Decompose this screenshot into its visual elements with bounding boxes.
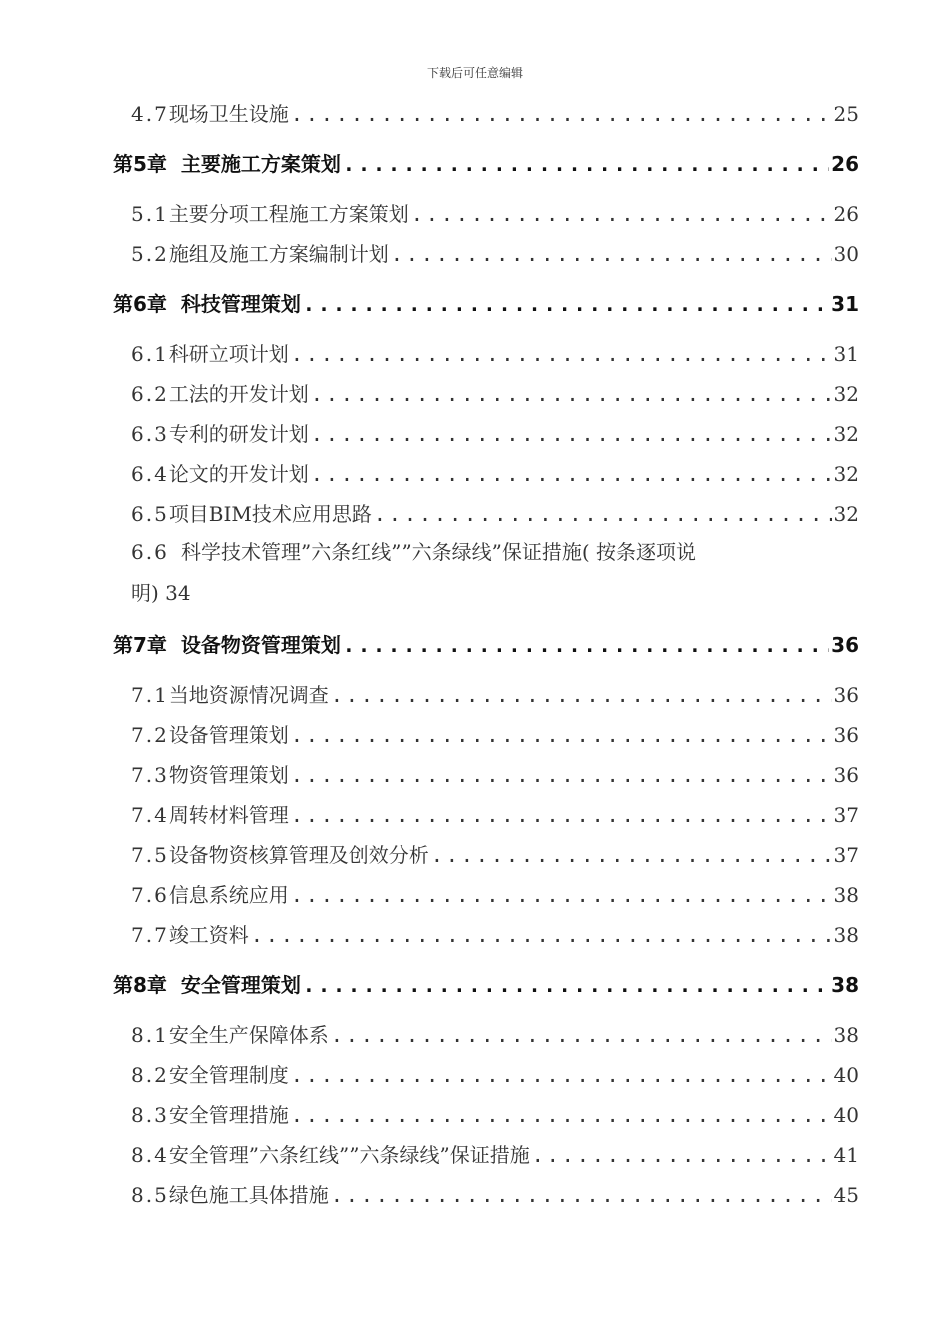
toc-entry-number: 7.6 <box>131 883 169 907</box>
toc-entry-7-6[interactable] <box>131 879 859 908</box>
toc-entry-page: 26 <box>833 202 859 226</box>
toc-entry-page: 34 <box>165 581 191 605</box>
toc-entry-page: 40 <box>833 1063 859 1087</box>
toc-chapter-6[interactable] <box>113 288 859 317</box>
toc-entry-title: 科研立项计划 <box>168 342 289 366</box>
toc-chapter-page: 38 <box>831 973 859 997</box>
dot-leader <box>303 973 829 997</box>
toc-chapter-5[interactable] <box>113 148 859 177</box>
dot-leader <box>331 1183 832 1207</box>
toc-entry-title: 科学技术管理”六条红线””六条绿线”保证措施( 按条逐项说 <box>181 540 697 564</box>
toc-entry-7-3[interactable] <box>131 759 859 788</box>
toc-entry-page: 31 <box>833 342 859 366</box>
toc-entry-number: 7.3 <box>131 763 169 787</box>
toc-entry-title: 施组及施工方案编制计划 <box>168 242 389 266</box>
toc-entry-page: 37 <box>833 803 859 827</box>
dot-leader <box>291 102 832 126</box>
toc-entry-page: 38 <box>833 1023 859 1047</box>
toc-chapter-title: 主要施工方案策划 <box>180 152 341 176</box>
dot-leader <box>411 202 832 226</box>
toc-entry-title: 现场卫生设施 <box>168 102 289 126</box>
toc-entry-page: 36 <box>833 763 859 787</box>
toc-entry-number: 8.4 <box>131 1143 169 1167</box>
toc-entry-page: 41 <box>833 1143 859 1167</box>
toc-entry-7-7[interactable] <box>131 919 859 948</box>
toc-entry-title: 论文的开发计划 <box>168 462 309 486</box>
toc-chapter-page: 26 <box>831 152 859 176</box>
toc-entry-title: 绿色施工具体措施 <box>168 1183 329 1207</box>
toc-chapter-number: 第6章 <box>113 292 167 316</box>
toc-entry-title: 当地资源情况调查 <box>168 683 329 707</box>
dot-leader <box>291 342 832 366</box>
dot-leader <box>311 382 832 406</box>
toc-chapter-number: 第7章 <box>113 633 167 657</box>
toc-entry-number: 8.2 <box>131 1063 169 1087</box>
toc-entry-title: 信息系统应用 <box>168 883 289 907</box>
toc-entry-title: 设备管理策划 <box>168 723 289 747</box>
toc-entry-6-1[interactable] <box>131 338 859 367</box>
dot-leader <box>343 152 829 176</box>
toc-entry-page: 32 <box>833 422 859 446</box>
toc-entry-6-4[interactable] <box>131 458 859 487</box>
toc-entry-8-5[interactable] <box>131 1179 859 1208</box>
toc-entry-title: 安全管理措施 <box>168 1103 289 1127</box>
toc-entry-8-3[interactable] <box>131 1099 859 1128</box>
dot-leader <box>291 723 832 747</box>
toc-entry-title: 周转材料管理 <box>168 803 289 827</box>
dot-leader <box>291 883 832 907</box>
toc-entry-title: 项目BIM技术应用思路 <box>168 502 372 526</box>
toc-entry-title: 安全管理”六条红线””六条绿线”保证措施 <box>168 1143 530 1167</box>
toc-entry-number: 6.1 <box>131 342 169 366</box>
toc-entry-8-1[interactable] <box>131 1019 859 1048</box>
toc-entry-number: 7.7 <box>131 923 169 947</box>
toc-entry-number: 6.5 <box>131 502 169 526</box>
toc-entry-7-5[interactable] <box>131 839 859 868</box>
toc-entry-7-1[interactable] <box>131 679 859 708</box>
dot-leader <box>291 763 832 787</box>
toc-entry-number: 5.1 <box>131 202 169 226</box>
toc-entry-number: 5.2 <box>131 242 169 266</box>
page-header: 下载后可任意编辑 <box>426 66 523 80</box>
toc-entry-page: 38 <box>833 923 859 947</box>
toc-entry-number: 7.4 <box>131 803 169 827</box>
dot-leader <box>532 1143 832 1167</box>
toc-entry-number: 6.4 <box>131 462 169 486</box>
dot-leader <box>391 242 832 266</box>
toc-entry-page: 30 <box>833 242 859 266</box>
toc-entry-7-2[interactable] <box>131 719 859 748</box>
toc-entry-6-2[interactable] <box>131 378 859 407</box>
toc-entry-title: 专利的研发计划 <box>168 422 309 446</box>
toc-entry-page: 32 <box>833 382 859 406</box>
toc-entry-number: 4.7 <box>131 102 169 126</box>
toc-entry-number: 8.5 <box>131 1183 169 1207</box>
toc-entry-4-7[interactable] <box>131 98 859 127</box>
toc-entry-7-4[interactable] <box>131 799 859 828</box>
toc-entry-page: 40 <box>833 1103 859 1127</box>
toc-entry-title: 竣工资料 <box>168 923 249 947</box>
toc-chapter-page: 36 <box>831 633 859 657</box>
toc-entry-8-4[interactable] <box>131 1139 859 1168</box>
toc-chapter-number: 第8章 <box>113 973 167 997</box>
toc-entry-title: 物资管理策划 <box>168 763 289 787</box>
dot-leader <box>251 923 832 947</box>
toc-entry-number: 7.5 <box>131 843 169 867</box>
toc-entry-page: 25 <box>833 102 859 126</box>
toc-chapter-number: 第5章 <box>113 152 167 176</box>
toc-entry-number: 6.2 <box>131 382 169 406</box>
toc-chapter-title: 设备物资管理策划 <box>180 633 341 657</box>
toc-entry-page: 37 <box>833 843 859 867</box>
toc-chapter-title: 安全管理策划 <box>180 973 301 997</box>
toc-entry-title: 设备物资核算管理及创效分析 <box>168 843 429 867</box>
toc-entry-number: 8.3 <box>131 1103 169 1127</box>
toc-entry-5-1[interactable] <box>131 198 859 227</box>
dot-leader <box>331 683 832 707</box>
toc-entry-number: 6.3 <box>131 422 169 446</box>
toc-entry-title-continued: 明) <box>131 581 166 605</box>
dot-leader <box>431 843 832 867</box>
dot-leader <box>331 1023 832 1047</box>
dot-leader <box>311 462 832 486</box>
toc-entry-title: 安全管理制度 <box>168 1063 289 1087</box>
toc-entry-page: 32 <box>833 462 859 486</box>
toc-entry-6-3[interactable] <box>131 418 859 447</box>
toc-chapter-8[interactable] <box>113 969 859 998</box>
toc-entry-6-5[interactable] <box>131 498 859 527</box>
dot-leader <box>291 803 832 827</box>
dot-leader <box>374 502 832 526</box>
toc-chapter-title: 科技管理策划 <box>180 292 301 316</box>
toc-entry-title: 主要分项工程施工方案策划 <box>168 202 409 226</box>
toc-entry-page: 32 <box>833 502 859 526</box>
toc-entry-page: 38 <box>833 883 859 907</box>
toc-chapter-7[interactable] <box>113 629 859 658</box>
toc-entry-title: 工法的开发计划 <box>168 382 309 406</box>
dot-leader <box>291 1063 832 1087</box>
dot-leader <box>343 633 829 657</box>
toc-entry-page: 45 <box>833 1183 859 1207</box>
toc-entry-8-2[interactable] <box>131 1059 859 1088</box>
toc-entry-title: 安全生产保障体系 <box>168 1023 329 1047</box>
toc-chapter-page: 31 <box>831 292 859 316</box>
dot-leader <box>303 292 829 316</box>
toc-entry-page: 36 <box>833 723 859 747</box>
toc-entry-page: 36 <box>833 683 859 707</box>
toc-entry-number: 7.1 <box>131 683 169 707</box>
dot-leader <box>311 422 832 446</box>
toc-entry-number: 6.6 <box>131 540 169 564</box>
dot-leader <box>291 1103 832 1127</box>
toc-entry-6-6[interactable] <box>131 532 851 614</box>
toc-entry-number: 7.2 <box>131 723 169 747</box>
toc-entry-number: 8.1 <box>131 1023 169 1047</box>
toc-entry-5-2[interactable] <box>131 238 859 267</box>
